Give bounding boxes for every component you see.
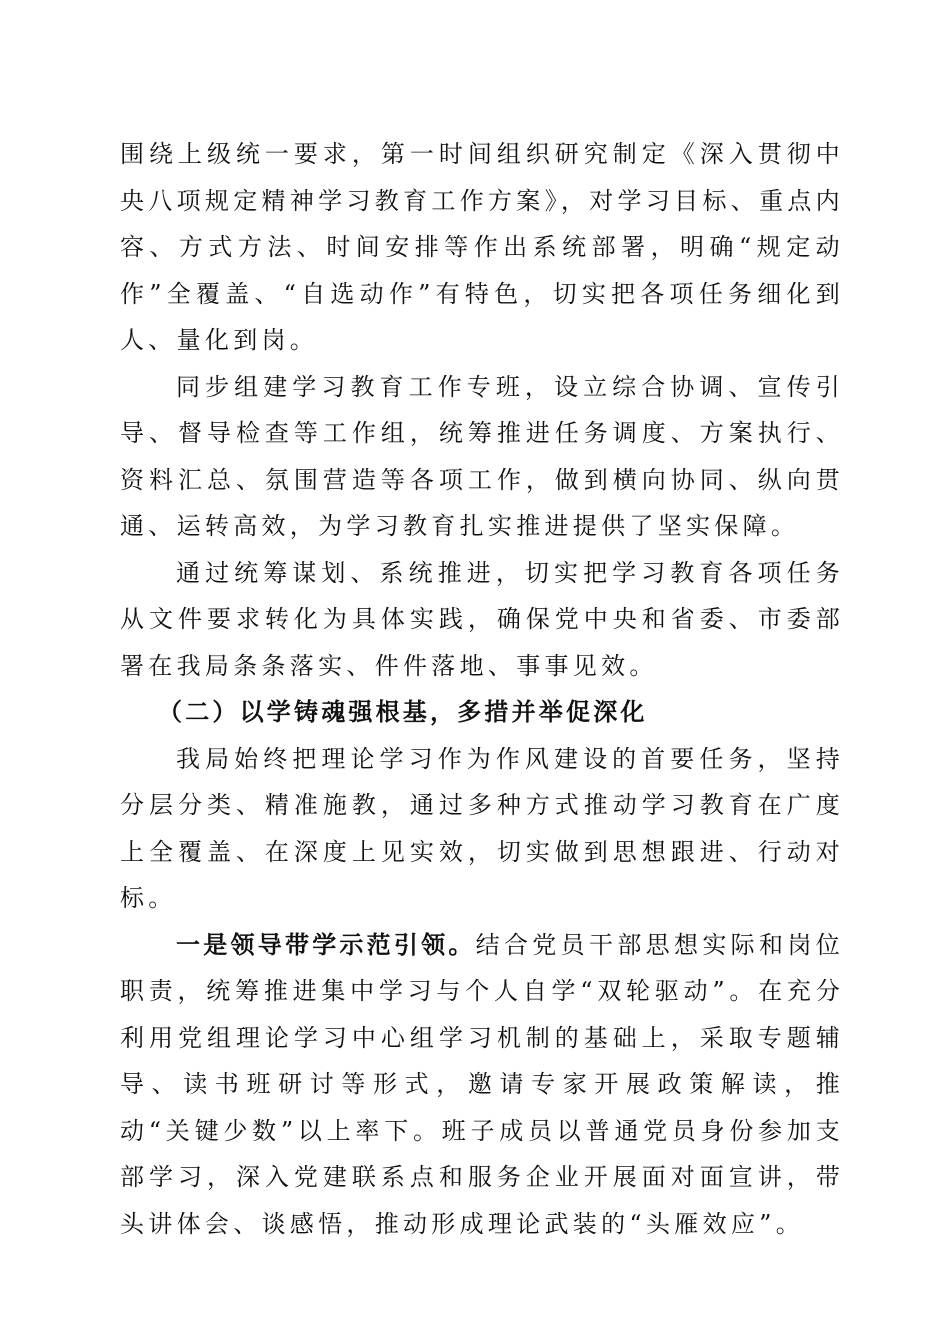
point-one-body: 结合党员干部思想实际和岗位职责，统筹推进集中学习与个人自学“双轮驱动”。在充分利用党组理论学习中心组学习机制的基础上，采取专题辅导、读书班研讨等形式，邀请专家开展政策解读，推动“关键少数”以上率下。班子成员以普通党员身份参加支部学习，深入党建联系点和服务企业开展面对面宣讲，带头讲体会、谈感悟，推动形成理论武装的“头雁效应”。 (120, 930, 844, 1238)
paragraph-implementation: 通过统筹谋划、系统推进，切实把学习教育各项任务从文件要求转化为具体实践，确保党中央和省委、市委部署在我局条条落实、件件落地、事事见效。 (120, 558, 844, 680)
paragraph-work-plan: 围绕上级统一要求，第一时间组织研究制定《深入贯彻中央八项规定精神学习教育工作方案》，对学习目标、重点内容、方式方法、时间安排等作出系统部署，明确“规定动作”全覆盖、“自选动作”有特色，切实把各项任务细化到人、量化到岗。 (120, 140, 844, 354)
paragraph-section-intro: 我局始终把理论学习作为作风建设的首要任务，坚持分层分类、精准施教，通过多种方式推动学习教育在广度上全覆盖、在深度上见实效，切实做到思想跟进、行动对标。 (120, 744, 844, 912)
section-heading: （二）以学铸魂强根基，多措并举促深化 (158, 698, 648, 726)
point-one-lead: 一是领导带学示范引领。 (176, 930, 476, 959)
document-body (120, 131, 844, 1247)
paragraph-task-force: 同步组建学习教育工作专班，设立综合协调、宣传引导、督导检查等工作组，统筹推进任务调度、方案执行、资料汇总、氛围营造等各项工作，做到横向协同、纵向贯通、运转高效，为学习教育扎实推进提供了坚实保障。 (120, 372, 844, 540)
paragraph-point-one (120, 922, 844, 1248)
